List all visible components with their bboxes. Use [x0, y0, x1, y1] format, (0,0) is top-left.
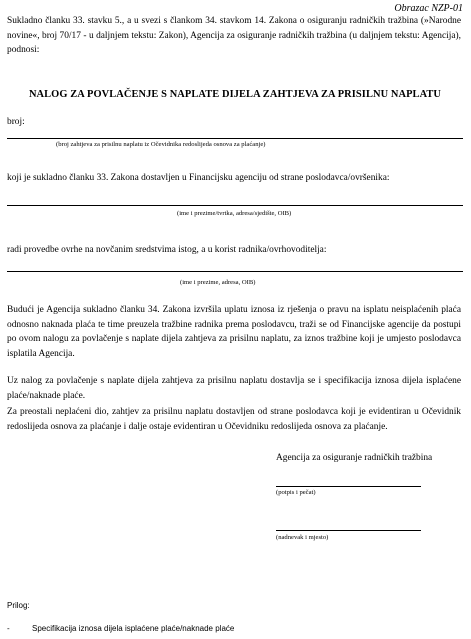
intro-paragraph: Sukladno članku 33. stavku 5., a u svezi s člankom 34. stavkom 14. Zakona o osiguranju radničkih tražbina (»Narodne novine«, broj 70/17 - u daljnjem tekstu: Zakon), Agencija za osiguranje radničkih tražbina (u daljnjem tekstu: Agencija), podnosi:: [7, 16, 461, 56]
broj-caption: (broj zahtjeva za prisilnu naplatu iz Očevidnika redoslijeda osnova za plaćanje): [56, 141, 266, 148]
koji-caption: (ime i prezime/tvrtka, adresa/sjedište, OIB): [177, 210, 292, 217]
prilog-dash: -: [7, 624, 10, 633]
date-place-caption: (nadnevak i mjesto): [276, 534, 329, 541]
radi-paragraph: radi provedbe ovrhe na novčanim sredstvima istog, a u korist radnika/ovrhovoditelja:: [7, 245, 327, 255]
document-title: NALOG ZA POVLAČENJE S NAPLATE DIJELA ZAHTJEVA ZA PRISILNU NAPLATU: [28, 89, 442, 100]
signature-line[interactable]: [276, 486, 421, 487]
broj-fill-line[interactable]: [7, 138, 463, 139]
radi-caption: (ime i prezime, adresa, OIB): [180, 279, 256, 286]
paragraph-2: Uz nalog za povlačenje s naplate dijela zahtjeva za prisilnu naplatu dostavlja se i specifikacija iznosa dijela isplaćene plaće/naknade plaće.: [7, 376, 461, 401]
paragraph-3: Za preostali neplaćeni dio, zahtjev za prisilnu naplatu dostavljen od strane poslodavca koji je evidentiran u Očevidnik redoslijeda osnova za plaćanje i dalje ostaje evidentiran u Očevidniku redoslijeda osnova za plaćanje.: [7, 407, 461, 432]
paragraph-1: Budući je Agencija sukladno članku 34. Zakona izvršila uplatu iznosa iz rješenja o pravu na isplatu neisplaćenih plaća odnosno naknada plaća te time preuzela tražbine radnika prema poslodavcu, traži se od Financijske agencije da postupi po ovom nalogu za povlačenje s naplate dijela zahtjeva za prisilnu naplatu, za iznos tražbine koji je umjesto poslodavca isplatila Agencija.: [7, 305, 461, 359]
koji-fill-line[interactable]: [7, 205, 463, 206]
agency-name: Agencija za osiguranje radničkih tražbina: [276, 453, 433, 463]
radi-fill-line[interactable]: [7, 271, 463, 272]
prilog-label: Prilog:: [7, 601, 30, 610]
prilog-item: Specifikacija iznosa dijela isplaćene plaće/naknade plaće: [32, 624, 235, 633]
broj-label: broj:: [7, 117, 25, 127]
signature-caption: (potpis i pečat): [276, 489, 316, 496]
date-place-line[interactable]: [276, 530, 421, 531]
koji-paragraph: koji je sukladno članku 33. Zakona dostavljen u Financijsku agenciju od strane poslodavca/ovršenika:: [7, 173, 390, 183]
form-code: Obrazac NZP-01: [394, 3, 463, 14]
